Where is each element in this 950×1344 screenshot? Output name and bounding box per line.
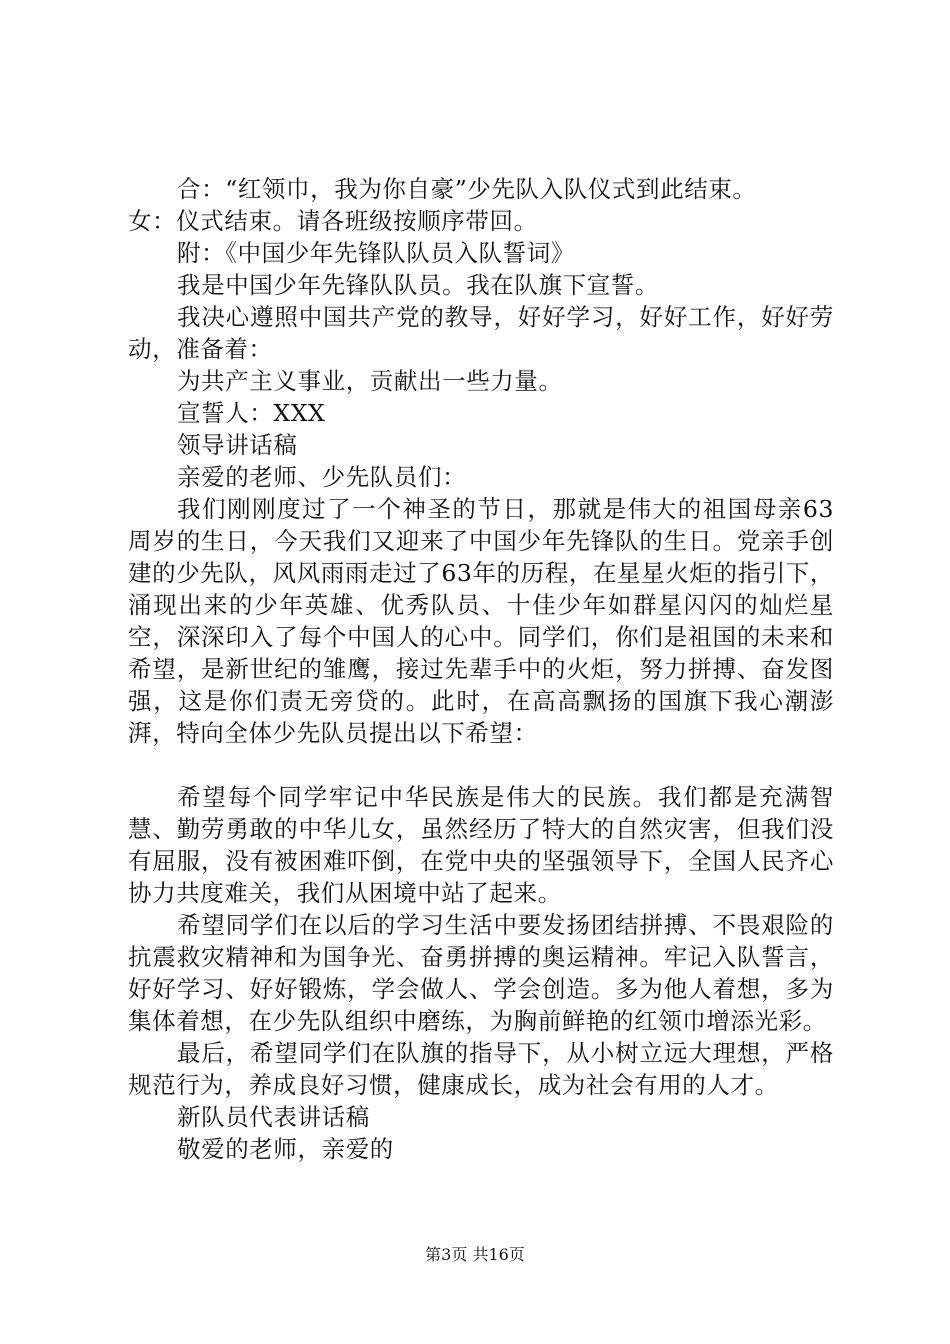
speech-paragraph-closing: 最后，希望同学们在队旗的指导下，从小树立远大理想，严格规范行为，养成良好习惯，健康成长，成为社会有用的人才。: [128, 1039, 834, 1099]
section-title-leader-speech: 领导讲话稿: [177, 431, 298, 459]
oath-line-2: 我决心遵照中国共产党的教导，好好学习，好好工作，好好劳动，准备着：: [128, 303, 834, 363]
section-title-new-member-speech: 新队员代表讲话稿: [177, 1103, 370, 1131]
speech-paragraph-intro: 我们刚刚度过了一个神圣的节日，那就是伟大的祖国母亲63周岁的生日，今天我们又迎来了中国少年先锋队的生日。党亲手创建的少先队，风风雨雨走过了63年的历程，在星星火炬的指引下，涌现出来的少年英雄、优秀队员、十佳少年如群星闪闪的灿烂星空，深深印入了每个中国人的心中。同学们，你们是祖国的未来和希望，是新世纪的雏鹰，接过先辈手中的火炬，努力拼搏、奋发图强，这是你们责无旁贷的。此时，在高高飘扬的国旗下我心潮澎湃，特向全体少先队员提出以下希望：: [128, 495, 834, 747]
speech-paragraph-hope-1: 希望每个同学牢记中华民族是伟大的民族。我们都是充满智慧、勤劳勇敢的中华儿女，虽然经历了特大的自然灾害，但我们没有屈服，没有被困难吓倒，在党中央的坚强领导下，全国人民齐心协力共度难关，我们从困境中站了起来。: [128, 783, 834, 907]
speech-salutation: 亲爱的老师、少先队员们：: [177, 463, 467, 491]
appendix-heading: 附：《中国少年先锋队队员入队誓词》: [177, 239, 575, 267]
page-footer: 第3页 共16页: [425, 1245, 525, 1264]
document-body: [128, 173, 834, 1165]
ceremony-end-line: 女：仪式结束。请各班级按顺序带回。: [128, 207, 538, 235]
speech-paragraph-hope-2: 希望同学们在以后的学习生活中要发扬团结拼搏、不畏艰险的抗震救灾精神和为国争光、奋勇拼搏的奥运精神。牢记入队誓言，好好学习、好好锻炼，学会做人、学会创造。多为他人着想，多为集体着想，在少先队组织中磨练，为胸前鲜艳的红领巾增添光彩。: [128, 911, 834, 1035]
closing-announcement: 合：“红领巾，我为你自豪”少先队入队仪式到此结束。: [177, 175, 757, 203]
oath-signer: 宣誓人：XXX: [177, 399, 326, 427]
oath-line-1: 我是中国少年先锋队队员。我在队旗下宣誓。: [177, 271, 659, 299]
oath-line-3: 为共产主义事业，贡献出一些力量。: [177, 367, 563, 395]
new-member-salutation: 敬爱的老师，亲爱的: [177, 1135, 394, 1163]
